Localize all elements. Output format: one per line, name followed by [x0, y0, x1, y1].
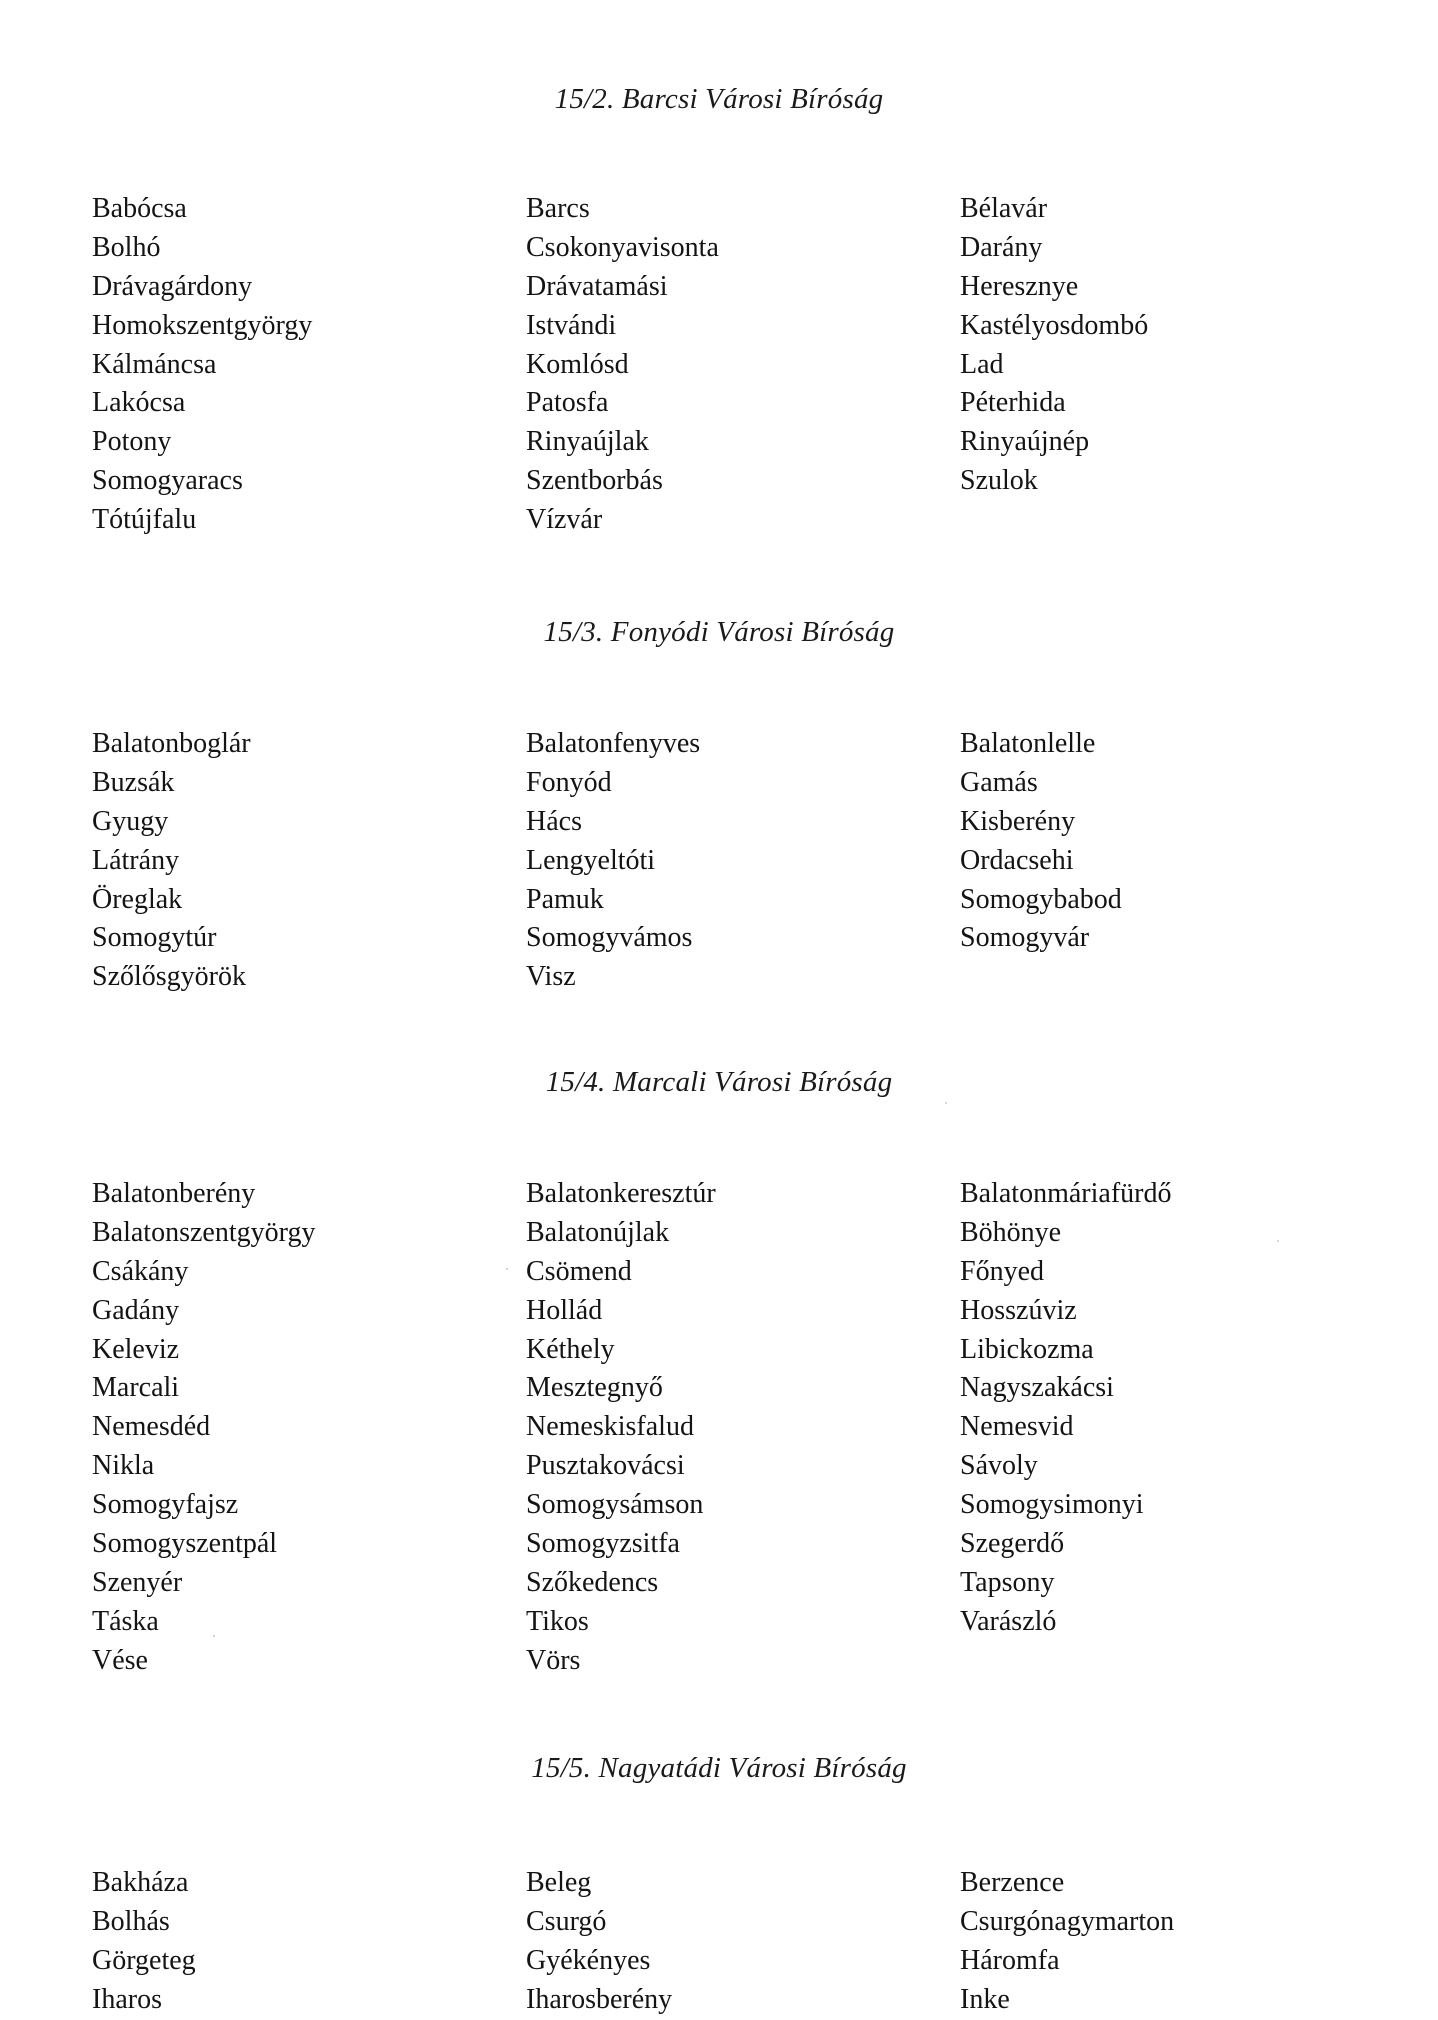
town-name: Balatonkeresztúr — [526, 1178, 716, 1209]
town-name: Gamás — [960, 766, 1038, 798]
town-name: Főnyed — [960, 1255, 1044, 1287]
town-name: Háromfa — [960, 1944, 1060, 1976]
town-name: Csömend — [526, 1255, 632, 1287]
town-name: Barcs — [526, 193, 590, 224]
section-heading: 15/4. Marcali Városi Bíróság — [545, 1066, 893, 1098]
town-name: Tikos — [526, 1605, 589, 1637]
town-name: Vörs — [526, 1644, 581, 1676]
town-name: Csurgó — [526, 1905, 607, 1937]
town-name: Ordacsehi — [960, 844, 1074, 876]
town-name: Babócsa — [92, 193, 187, 224]
town-column-2 — [526, 1175, 716, 1681]
town-name: Hács — [526, 805, 582, 837]
town-name: Szenyér — [92, 1566, 183, 1598]
town-name: Kéthely — [526, 1333, 615, 1365]
scan-speck — [213, 1635, 215, 1637]
town-name: Bélavár — [960, 193, 1048, 224]
town-name: Homokszentgyörgy — [92, 309, 313, 341]
town-name: Berzence — [960, 1867, 1065, 1898]
town-name: Somogyfajsz — [92, 1489, 239, 1521]
town-name: Sávoly — [960, 1450, 1038, 1482]
scan-speck — [506, 1268, 508, 1270]
town-name: Iharos — [92, 1983, 162, 2015]
town-name: Balatonújlak — [526, 1216, 670, 1248]
town-name: Heresznye — [960, 270, 1079, 302]
town-column-3 — [960, 725, 1122, 958]
town-name: Somogytúr — [92, 922, 217, 954]
town-name: Szegerdő — [960, 1528, 1065, 1560]
town-name: Komlósd — [526, 348, 629, 380]
town-name: Somogyszentpál — [92, 1528, 278, 1560]
town-name: Nikla — [92, 1450, 155, 1482]
town-name: Hollád — [526, 1294, 603, 1326]
town-name: Nemesvid — [960, 1411, 1074, 1443]
town-name: Balatonmáriafürdő — [960, 1178, 1172, 1209]
town-name: Táska — [92, 1605, 159, 1637]
town-name: Darány — [960, 231, 1043, 263]
town-name: Hosszúviz — [960, 1294, 1077, 1326]
town-name: Inke — [960, 1983, 1010, 2015]
town-name: Balatonboglár — [92, 728, 251, 759]
town-name: Kastélyosdombó — [960, 309, 1149, 341]
town-name: Iharosberény — [526, 1983, 673, 2015]
town-name: Visz — [526, 961, 576, 993]
town-name: Szőkedencs — [526, 1566, 659, 1598]
town-name: Tapsony — [960, 1566, 1055, 1598]
town-name: Lengyeltóti — [526, 844, 656, 876]
town-name: Lakócsa — [92, 387, 186, 419]
town-name: Gyugy — [92, 805, 169, 837]
town-name: Kálmáncsa — [92, 348, 217, 380]
town-name: Somogyvár — [960, 922, 1090, 954]
town-name: Csurgónagymarton — [960, 1905, 1175, 1937]
section-heading: 15/5. Nagyatádi Városi Bíróság — [531, 1752, 907, 1784]
town-name: Látrány — [92, 844, 180, 876]
town-name: Somogysimonyi — [960, 1489, 1144, 1521]
town-name: Vízvár — [526, 504, 603, 536]
town-name: Patosfa — [526, 387, 609, 419]
town-name: Drávatamási — [526, 270, 668, 302]
town-name: Somogyvámos — [526, 922, 693, 954]
town-column-2 — [526, 190, 719, 540]
town-name: Lad — [960, 348, 1004, 380]
town-name: Bakháza — [92, 1867, 189, 1898]
town-name: Csokonyavisonta — [526, 231, 719, 263]
town-name: Balatonfenyves — [526, 728, 701, 759]
town-name: Pusztakovácsi — [526, 1450, 685, 1482]
town-name: Vése — [92, 1644, 148, 1676]
town-name: Bolhó — [92, 231, 161, 263]
town-column-3 — [960, 190, 1148, 501]
town-name: Somogyaracs — [92, 465, 243, 497]
town-name: Görgeteg — [92, 1944, 196, 1976]
town-name: Beleg — [526, 1867, 592, 1898]
town-name: Csákány — [92, 1255, 189, 1287]
town-name: Nagyszakácsi — [960, 1372, 1114, 1404]
town-name: Varászló — [960, 1605, 1057, 1637]
town-name: Potony — [92, 426, 172, 458]
town-name: Nemeskisfalud — [526, 1411, 694, 1443]
town-name: Böhönye — [960, 1216, 1062, 1248]
town-name: Marcali — [92, 1372, 180, 1404]
town-column-3 — [960, 1175, 1171, 1642]
town-name: Mesztegnyő — [526, 1372, 663, 1404]
town-name: Tótújfalu — [92, 504, 197, 536]
town-name: Buzsák — [92, 766, 175, 798]
town-column-2 — [526, 1864, 672, 2020]
town-name: Péterhida — [960, 387, 1066, 419]
town-name: Gyékényes — [526, 1944, 651, 1976]
town-name: Öreglak — [92, 883, 183, 915]
town-name: Somogyzsitfa — [526, 1528, 680, 1560]
section-heading: 15/2. Barcsi Városi Bíróság — [554, 83, 884, 115]
town-name: Bolhás — [92, 1905, 170, 1937]
scan-speck — [945, 1102, 947, 1104]
town-name: Kisberény — [960, 805, 1076, 837]
town-name: Szentborbás — [526, 465, 663, 497]
scan-speck — [1277, 1240, 1279, 1242]
town-name: Rinyaújlak — [526, 426, 649, 458]
town-name: Somogysámson — [526, 1489, 704, 1521]
town-name: Balatonlelle — [960, 728, 1096, 759]
town-name: Libickozma — [960, 1333, 1094, 1365]
town-name: Fonyód — [526, 766, 612, 798]
town-name: Keleviz — [92, 1333, 180, 1365]
town-column-3 — [960, 1864, 1174, 2020]
section-heading: 15/3. Fonyódi Városi Bíróság — [543, 616, 895, 648]
town-column-2 — [526, 725, 700, 997]
town-name: Nemesdéd — [92, 1411, 211, 1443]
town-name: Szőlősgyörök — [92, 961, 246, 993]
town-name: Pamuk — [526, 883, 604, 915]
town-name: Drávagárdony — [92, 270, 253, 302]
town-name: Istvándi — [526, 309, 617, 341]
town-column-1 — [92, 1175, 315, 1681]
town-column-1 — [92, 1864, 196, 2020]
town-name: Somogybabod — [960, 883, 1122, 915]
town-name: Rinyaújnép — [960, 426, 1090, 458]
town-column-1 — [92, 725, 251, 997]
town-column-1 — [92, 190, 312, 540]
town-name: Szulok — [960, 465, 1038, 497]
town-name: Gadány — [92, 1294, 180, 1326]
town-name: Balatonberény — [92, 1178, 256, 1209]
town-name: Balatonszentgyörgy — [92, 1216, 316, 1248]
